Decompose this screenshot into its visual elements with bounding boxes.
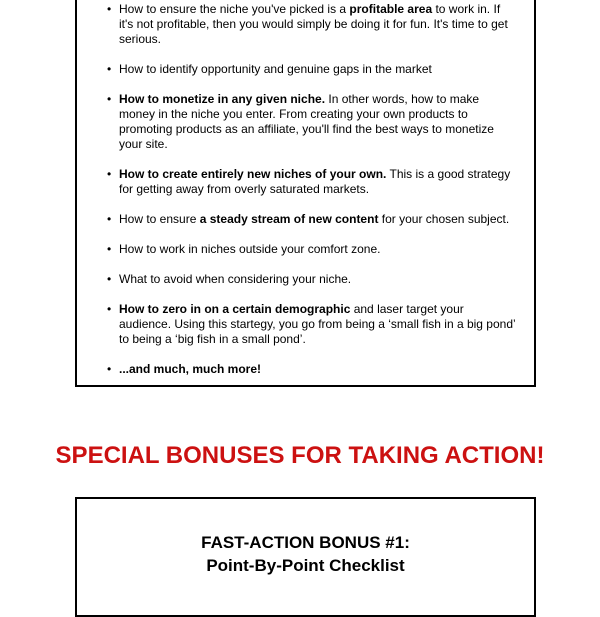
feature-text: This is a good strategy for getting away from overly saturated markets. xyxy=(119,167,511,196)
bullet-icon: • xyxy=(107,62,112,76)
bullet-icon: • xyxy=(107,212,112,226)
bullet-icon: • xyxy=(107,167,112,181)
feature-text-bold: How to monetize in any given niche. xyxy=(119,92,326,106)
feature-list-item xyxy=(107,62,517,77)
bullet-icon: • xyxy=(107,2,112,16)
bonus-title-line2: Point-By-Point Checklist xyxy=(206,556,405,575)
feature-list-item xyxy=(107,92,517,152)
feature-list-item xyxy=(107,302,517,347)
feature-text: How to work in niches outside your comfort zone. xyxy=(119,242,381,256)
feature-text: to work in. If it's not profitable, then you would simply be doing it for fun. It's time to get serious. xyxy=(119,2,508,46)
bonus-section-heading: SPECIAL BONUSES FOR TAKING ACTION! xyxy=(55,442,545,469)
feature-text: How to ensure the niche you've picked is a xyxy=(119,2,350,16)
feature-text-bold: a steady stream of new content xyxy=(199,212,379,226)
bullet-icon: • xyxy=(107,362,112,376)
feature-list-item xyxy=(107,212,517,227)
feature-text: for your chosen subject. xyxy=(378,212,510,226)
feature-text: How to identify opportunity and genuine gaps in the market xyxy=(119,62,432,76)
feature-text: What to avoid when considering your niche. xyxy=(119,272,352,286)
feature-text-bold: How to create entirely new niches of your own. xyxy=(119,167,387,181)
feature-list-item xyxy=(107,272,517,287)
feature-text-bold: profitable area xyxy=(349,2,433,16)
feature-list xyxy=(107,2,517,392)
bullet-icon: • xyxy=(107,272,112,286)
feature-text: How to ensure xyxy=(119,212,200,226)
feature-list-item xyxy=(107,167,517,197)
feature-text-bold: ...and much, much more! xyxy=(119,362,262,376)
feature-list-item xyxy=(107,2,517,47)
features-box xyxy=(75,0,536,387)
feature-text: In other words, how to make money in the niche you enter. From creating your own products to promoting products as an affiliate, you'll find the best ways to monetize your site. xyxy=(119,92,494,151)
bullet-icon: • xyxy=(107,242,112,256)
bonus-title-line1: FAST-ACTION BONUS #1: xyxy=(201,533,410,552)
feature-text: and laser target your audience. Using this startegy, you go from being a ‘small fish in a big pond’ to being a ‘big fish in a small pond’. xyxy=(119,302,516,346)
bullet-icon: • xyxy=(107,92,112,106)
feature-list-item xyxy=(107,242,517,257)
feature-list-item xyxy=(107,362,517,377)
bonus-box xyxy=(75,497,536,617)
feature-text-bold: How to zero in on a certain demographic xyxy=(119,302,351,316)
bullet-icon: • xyxy=(107,302,112,316)
